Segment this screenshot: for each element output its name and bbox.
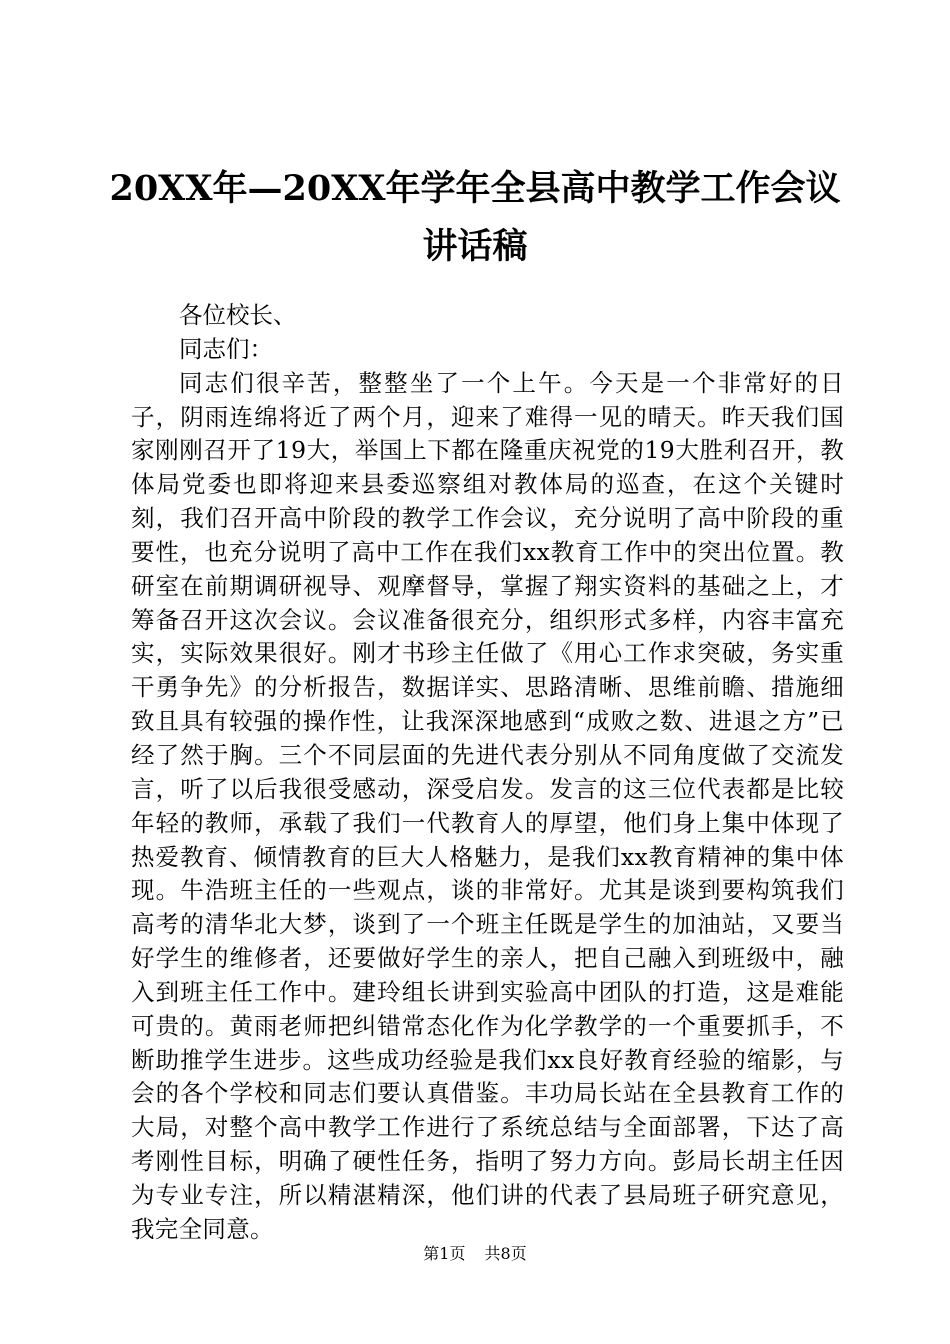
body-paragraph: 同志们很辛苦，整整坐了一个上午。今天是一个非常好的日子，阴雨连绵将近了两个月，迎来了难得一见的晴天。昨天我们国家刚刚召开了19大，举国上下都在隆重庆祝党的19大胜利召开，教体局党委也即将迎来县委巡察组对教体局的巡查，在这个关键时刻，我们召开高中阶段的教学工作会议，充分说明了高中阶段的重要性，也充分说明了高中工作在我们xx教育工作中的突出位置。教研室在前期调研视导、观摩督导，掌握了翔实资料的基础之上，才筹备召开这次会议。会议准备很充分，组织形式多样，内容丰富充实，实际效果很好。刚才书珍主任做了《用心工作求突破，务实重干勇争先》的分析报告，数据详实、思路清晰、思维前瞻、措施细致且具有较强的操作性，让我深深地感到“成败之数、进退之方”已经了然于胸。三个不同层面的先进代表分别从不同角度做了交流发言，听了以后我很受感动，深受启发。发言的这三位代表都是比较年轻的教师，承载了我们一代教育人的厚望，他们身上集中体现了热爱教育、倾情教育的巨大人格魅力，是我们xx教育精神的集中体现。牛浩班主任的一些观点，谈的非常好。尤其是谈到要构筑我们高考的清华北大梦，谈到了一个班主任既是学生的加油站，又要当好学生的维修者，还要做好学生的亲人，把自己融入到班级中，融入到班主任工作中。建玲组长讲到实验高中团队的打造，这是难能可贵的。黄雨老师把纠错常态化作为化学教学的一个重要抓手，不断助推学生进步。这些成功经验是我们xx良好教育经验的缩影，与会的各个学校和同志们要认真借鉴。丰功局长站在全县教育工作的大局，对整个高中教学工作进行了系统总结与全面部署，下达了高考刚性目标，明确了硬性任务，指明了努力方向。彭局长胡主任因为专业专注，所以精湛精深，他们讲的代表了县局班子研究意见，我完全同意。 [131, 368, 844, 1243]
page-footer [0, 1243, 950, 1265]
document-title [60, 160, 890, 276]
title-line-2: 讲话稿 [422, 226, 528, 267]
title-line-1: 20XX年—20XX年学年全县高中教学工作会议 [109, 168, 841, 209]
page-total: 共8页 [484, 1244, 527, 1263]
document-body [131, 299, 844, 1247]
salutation-comrades: 同志们： [179, 334, 273, 363]
page-number: 第1页 [423, 1244, 466, 1263]
salutation-principals: 各位校长、 [179, 301, 297, 329]
